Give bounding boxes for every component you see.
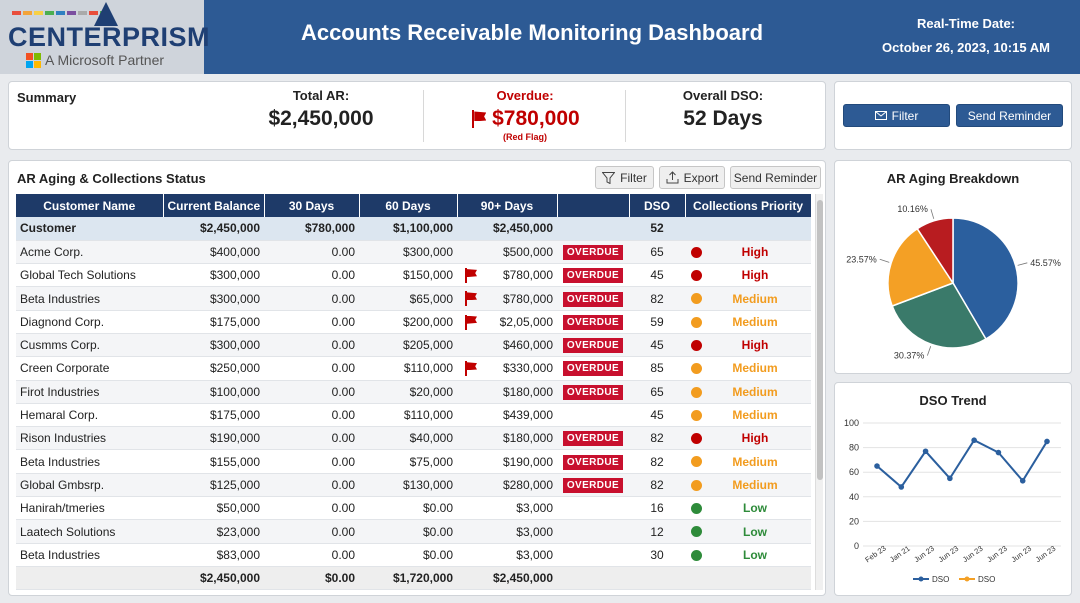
status-cell [557, 403, 629, 426]
dso-cell: 65 [629, 240, 685, 263]
days30-cell: 0.00 [264, 450, 359, 473]
dso-point[interactable] [1044, 439, 1050, 445]
subtotal-row [16, 217, 811, 240]
logo-stripe [45, 11, 54, 15]
send-reminder-button[interactable]: Send Reminder [956, 104, 1063, 127]
priority-cell [685, 473, 811, 496]
status-cell [557, 427, 629, 450]
table-filter-label: Filter [620, 170, 647, 185]
logo-stripe [23, 11, 32, 15]
customer-name-cell: Global Gmbsrp. [16, 473, 163, 496]
dso-cell: 82 [629, 473, 685, 496]
y-tick-label: 20 [848, 516, 859, 527]
ms-square [34, 53, 41, 60]
priority-dot-icon [691, 410, 702, 421]
priority-cell [685, 310, 811, 333]
kpi-note: (Red Flag) [503, 132, 547, 142]
current-balance-cell: $190,000 [163, 427, 264, 450]
logo-stripe [78, 11, 87, 15]
priority-label: High [741, 338, 769, 353]
table-row[interactable] [16, 520, 811, 543]
status-cell [557, 543, 629, 566]
red-flag-icon [463, 361, 476, 376]
red-flag-icon [463, 315, 476, 330]
page-title: Accounts Receivable Monitoring Dashboard [300, 20, 764, 45]
divider [423, 90, 424, 142]
divider [625, 90, 626, 142]
days90-cell [457, 333, 557, 356]
actions-card [834, 81, 1072, 150]
ms-square [26, 53, 33, 60]
days90-cell [457, 520, 557, 543]
x-tick-label: Jun 23 [1009, 543, 1034, 565]
logo-stripe [56, 11, 65, 15]
column-header[interactable]: Customer Name [16, 194, 163, 217]
pie-data-label: 45.57% [1030, 257, 1061, 268]
funnel-icon [602, 172, 615, 184]
column-header[interactable]: 30 Days [264, 194, 359, 217]
y-tick-label: 0 [853, 541, 859, 551]
status-cell [557, 497, 629, 520]
kpi-label: Total AR: [292, 88, 350, 103]
priority-label: Medium [732, 384, 778, 399]
overdue-badge: OVERDUE [563, 268, 623, 283]
filter-button-label: Filter [891, 108, 919, 123]
priority-label: Medium [732, 291, 778, 306]
table-row[interactable] [16, 240, 811, 263]
customer-name-cell: Diagnond Corp. [16, 310, 163, 333]
days90-value: $780,000 [502, 291, 553, 306]
envelope-icon [875, 111, 887, 120]
y-tick-label: 80 [848, 442, 859, 453]
customer-name-cell: Beta Industries [16, 450, 163, 473]
days60-cell: $65,000 [359, 287, 457, 310]
kpi-overdue [427, 88, 623, 142]
days60-cell: $300,000 [359, 240, 457, 263]
dso-cell: 16 [629, 497, 685, 520]
priority-label: Medium [732, 314, 778, 329]
current-balance-cell: $175,000 [163, 403, 264, 426]
priority-label: Medium [732, 454, 778, 469]
days90-value: $3,000 [516, 501, 553, 516]
priority-cell [685, 217, 811, 240]
days60-cell: $110,000 [359, 403, 457, 426]
table-row[interactable] [16, 427, 811, 450]
brand-name: CENTERPRISM [8, 22, 211, 52]
status-cell [557, 450, 629, 473]
column-header[interactable]: DSO [629, 194, 685, 217]
aging-card [8, 160, 826, 596]
app-header [0, 0, 1080, 74]
days90-cell [457, 543, 557, 566]
days90-value: $460,000 [502, 338, 553, 353]
current-balance-cell: $23,000 [163, 520, 264, 543]
dso-cell: 82 [629, 427, 685, 450]
table-row[interactable] [16, 450, 811, 473]
x-tick-label: Jun 23 [985, 543, 1009, 565]
priority-label: Low [743, 547, 767, 562]
priority-cell [685, 333, 811, 356]
customer-name-cell: Hemaral Corp. [16, 403, 163, 426]
x-tick-label: Feb 23 [863, 543, 888, 565]
days30-cell: 0.00 [264, 543, 359, 566]
dso-cell: 45 [629, 403, 685, 426]
priority-label: Low [743, 501, 767, 516]
customer-name-cell: Global Tech Solutions [16, 264, 163, 287]
days30-cell: $780,000 [264, 217, 359, 240]
days30-cell: 0.00 [264, 520, 359, 543]
table-row[interactable] [16, 310, 811, 333]
days60-cell: $0.00 [359, 520, 457, 543]
status-cell [557, 473, 629, 496]
days90-cell [457, 450, 557, 473]
realtime-value: October 26, 2023, 10:15 AM [882, 40, 1050, 55]
kpi-dso [629, 88, 817, 131]
overdue-badge: OVERDUE [563, 385, 623, 400]
priority-cell [685, 357, 811, 380]
days90-value: $3,000 [516, 547, 553, 562]
priority-dot-icon [691, 503, 702, 514]
days30-cell: 0.00 [264, 240, 359, 263]
current-balance-cell: $300,000 [163, 264, 264, 287]
kpi-value: $2,450,000 [268, 107, 374, 130]
priority-label: High [741, 431, 769, 446]
dso-cell: 30 [629, 543, 685, 566]
days60-cell: $1,100,000 [359, 217, 457, 240]
y-tick-label: 100 [843, 418, 859, 428]
red-flag-icon [463, 268, 476, 283]
pie-leader-line [927, 346, 930, 355]
dso-cell: 59 [629, 310, 685, 333]
days90-value: $3,000 [516, 524, 553, 539]
totals-row [16, 566, 811, 589]
pie-title: AR Aging Breakdown [886, 171, 1020, 186]
overdue-badge: OVERDUE [563, 431, 623, 446]
table-row[interactable] [16, 543, 811, 566]
priority-total [685, 566, 811, 589]
days90-total: $2,450,000 [457, 566, 557, 589]
dso-point[interactable] [947, 476, 953, 482]
status-cell [557, 240, 629, 263]
priority-dot-icon [691, 480, 702, 491]
days90-cell [457, 264, 557, 287]
priority-cell [685, 403, 811, 426]
dso-point[interactable] [923, 448, 929, 454]
days90-value: $330,000 [502, 361, 553, 376]
column-header[interactable]: Current Balance [163, 194, 264, 217]
table-row[interactable] [16, 357, 811, 380]
days30-cell: 0.00 [264, 403, 359, 426]
pie-data-label: 30.37% [893, 350, 925, 361]
customer-name-cell: Rison Industries [16, 427, 163, 450]
overdue-badge: OVERDUE [563, 478, 623, 493]
line-chart [835, 409, 1071, 595]
table-row[interactable] [16, 287, 811, 310]
days90-value: $439,000 [502, 408, 553, 423]
days60-cell: $0.00 [359, 543, 457, 566]
dso-total [629, 566, 685, 589]
days90-value: $2,05,000 [499, 314, 553, 329]
table-row[interactable] [16, 403, 811, 426]
logo-stripe [67, 11, 76, 15]
days90-value: $780,000 [502, 268, 553, 283]
pie-leader-line [931, 209, 934, 219]
priority-cell [685, 287, 811, 310]
customer-name-cell: Beta Industries [16, 543, 163, 566]
customer-name-cell: Cusmms Corp. [16, 333, 163, 356]
partner-text: A Microsoft Partner [45, 52, 165, 68]
x-tick-label: Jun 23 [936, 543, 961, 565]
column-header[interactable]: 90+ Days [457, 194, 557, 217]
days30-cell: 0.00 [264, 310, 359, 333]
dso-cell: 85 [629, 357, 685, 380]
priority-cell [685, 520, 811, 543]
days60-cell: $130,000 [359, 473, 457, 496]
ms-square [26, 61, 33, 68]
logo-stripe [34, 11, 43, 15]
priority-dot-icon [691, 340, 702, 351]
y-tick-label: 60 [848, 467, 859, 478]
dso-cell: 45 [629, 264, 685, 287]
days30-cell: 0.00 [264, 287, 359, 310]
dso-point[interactable] [898, 484, 904, 490]
status-cell [557, 333, 629, 356]
legend-label: DSO [978, 575, 996, 584]
days60-cell: $20,000 [359, 380, 457, 403]
days30-cell: 0.00 [264, 473, 359, 496]
red-flag-icon [463, 291, 476, 306]
priority-dot-icon [691, 550, 702, 561]
dso-cell: 12 [629, 520, 685, 543]
status-cell [557, 380, 629, 403]
days30-cell: 0.00 [264, 264, 359, 287]
current-balance-cell: $400,000 [163, 240, 264, 263]
kpi-label: Overdue: [496, 88, 554, 103]
dso-cell: 82 [629, 450, 685, 473]
priority-label: High [741, 244, 769, 259]
status-cell [557, 217, 629, 240]
current-balance-cell: $300,000 [163, 287, 264, 310]
dso-trend-card [834, 382, 1072, 596]
export-button[interactable] [659, 166, 725, 189]
current-balance-cell: $50,000 [163, 497, 264, 520]
days90-cell [457, 403, 557, 426]
status-cell [557, 264, 629, 287]
current-balance-cell: $83,000 [163, 543, 264, 566]
kpi-label: Overall DSO: [682, 88, 764, 103]
dso-cell: 45 [629, 333, 685, 356]
export-icon [666, 171, 679, 184]
days30-cell: 0.00 [264, 497, 359, 520]
table-send-reminder-button[interactable]: Send Reminder [730, 166, 821, 189]
dso-point[interactable] [971, 437, 977, 443]
kpi-value: $780,000 [492, 107, 580, 130]
days90-cell [457, 287, 557, 310]
current-balance-cell: $175,000 [163, 310, 264, 333]
days90-value: $180,000 [502, 384, 553, 399]
customer-name-cell: Firot Industries [16, 380, 163, 403]
priority-label: Medium [732, 361, 778, 376]
priority-dot-icon [691, 317, 702, 328]
priority-cell [685, 427, 811, 450]
table-row[interactable] [16, 333, 811, 356]
status-cell [557, 357, 629, 380]
kpi-total-ar [209, 88, 433, 131]
export-label: Export [683, 170, 719, 185]
customer-name-cell: Beta Industries [16, 287, 163, 310]
priority-cell [685, 543, 811, 566]
table-row[interactable] [16, 473, 811, 496]
days30-cell: 0.00 [264, 333, 359, 356]
x-tick-label: Jun 23 [1033, 543, 1058, 565]
overdue-badge: OVERDUE [563, 245, 623, 260]
status-cell [557, 287, 629, 310]
days90-cell [457, 497, 557, 520]
dso-point[interactable] [1020, 478, 1026, 484]
customer-name-cell: Creen Corporate [16, 357, 163, 380]
overdue-badge: OVERDUE [563, 315, 623, 330]
pie-chart [835, 191, 1071, 371]
overdue-badge: OVERDUE [563, 338, 623, 353]
current-balance-cell: $250,000 [163, 357, 264, 380]
overdue-badge: OVERDUE [563, 292, 623, 307]
aging-breakdown-card [834, 160, 1072, 374]
kpi-value-row [427, 107, 623, 131]
legend-marker [919, 577, 924, 582]
status-cell [557, 310, 629, 333]
scrollbar-thumb[interactable] [817, 200, 823, 480]
priority-dot-icon [691, 247, 702, 258]
priority-label: High [741, 268, 769, 283]
partner-line [26, 52, 164, 68]
overdue-badge: OVERDUE [563, 361, 623, 376]
ms-square [34, 61, 41, 68]
table-filter-button[interactable] [595, 166, 654, 189]
current-balance-cell: $125,000 [163, 473, 264, 496]
current-balance-total: $2,450,000 [163, 566, 264, 589]
trend-title: DSO Trend [919, 393, 987, 408]
legend-label: DSO [932, 575, 950, 584]
days30-cell: 0.00 [264, 357, 359, 380]
current-balance-cell: $155,000 [163, 450, 264, 473]
days90-value: $500,000 [502, 244, 553, 259]
priority-cell [685, 450, 811, 473]
days90-cell [457, 357, 557, 380]
customer-cell: Customer [16, 217, 163, 240]
days60-cell: $0.00 [359, 497, 457, 520]
priority-cell [685, 264, 811, 287]
days60-cell: $200,000 [359, 310, 457, 333]
current-balance-cell: $100,000 [163, 380, 264, 403]
priority-dot-icon [691, 387, 702, 398]
priority-cell [685, 497, 811, 520]
dso-point[interactable] [996, 450, 1002, 456]
dso-point[interactable] [874, 463, 880, 469]
priority-label: Medium [732, 477, 778, 492]
kpi-value: 52 Days [683, 107, 763, 130]
customer-name-cell: Laatech Solutions [16, 520, 163, 543]
table-scrollbar[interactable] [815, 194, 823, 590]
pie-leader-line [880, 259, 890, 262]
days90-cell [457, 380, 557, 403]
aging-title: AR Aging & Collections Status [17, 171, 206, 186]
days60-cell: $110,000 [359, 357, 457, 380]
dso-cell: 52 [629, 217, 685, 240]
red-flag-icon [470, 110, 486, 128]
y-tick-label: 40 [848, 491, 859, 502]
totals-label-cell [16, 566, 163, 589]
x-tick-label: Jun 23 [960, 543, 985, 565]
current-balance-cell: $2,450,000 [163, 217, 264, 240]
customer-name-cell: Acme Corp. [16, 240, 163, 263]
status-cell [557, 520, 629, 543]
days90-cell [457, 473, 557, 496]
column-header[interactable]: Collections Priority [685, 194, 811, 217]
days90-value: $190,000 [502, 454, 553, 469]
priority-label: Medium [732, 408, 778, 423]
filter-button[interactable] [843, 104, 950, 127]
priority-cell [685, 240, 811, 263]
brand-logo [0, 0, 211, 74]
days90-cell [457, 310, 557, 333]
table-row[interactable] [16, 380, 811, 403]
table-row[interactable] [16, 264, 811, 287]
legend-marker [965, 577, 970, 582]
priority-label: Low [743, 524, 767, 539]
current-balance-cell: $300,000 [163, 333, 264, 356]
days30-cell: 0.00 [264, 427, 359, 450]
logo-stripe [12, 11, 21, 15]
pie-data-label: 10.16% [897, 204, 928, 215]
priority-cell [685, 380, 811, 403]
days60-cell: $75,000 [359, 450, 457, 473]
days90-value: $280,000 [502, 477, 553, 492]
microsoft-logo-icon [26, 53, 41, 68]
days90-cell [457, 240, 557, 263]
summary-title: Summary [17, 90, 77, 105]
table-row[interactable] [16, 497, 811, 520]
days60-cell: $205,000 [359, 333, 457, 356]
x-tick-label: Jun 23 [912, 543, 936, 565]
aging-table [16, 194, 812, 590]
pie-data-label: 23.57% [846, 254, 877, 265]
x-tick-label: Jan 21 [888, 543, 912, 565]
customer-name-cell: Hanirah/tmeries [16, 497, 163, 520]
days30-total: $0.00 [264, 566, 359, 589]
column-header[interactable] [557, 194, 629, 217]
days60-cell: $150,000 [359, 264, 457, 287]
overdue-badge: OVERDUE [563, 455, 623, 470]
table-header-row [16, 194, 811, 217]
pie-leader-line [1018, 263, 1028, 266]
days60-total: $1,720,000 [359, 566, 457, 589]
summary-card [8, 81, 826, 150]
dso-cell: 82 [629, 287, 685, 310]
days90-cell: $2,450,000 [457, 217, 557, 240]
status-total [557, 566, 629, 589]
days60-cell: $40,000 [359, 427, 457, 450]
table-body [16, 217, 811, 590]
days90-cell [457, 427, 557, 450]
realtime-label: Real-Time Date: [916, 16, 1015, 31]
days30-cell: 0.00 [264, 380, 359, 403]
days90-value: $180,000 [502, 431, 553, 446]
dso-cell: 65 [629, 380, 685, 403]
column-header[interactable]: 60 Days [359, 194, 457, 217]
